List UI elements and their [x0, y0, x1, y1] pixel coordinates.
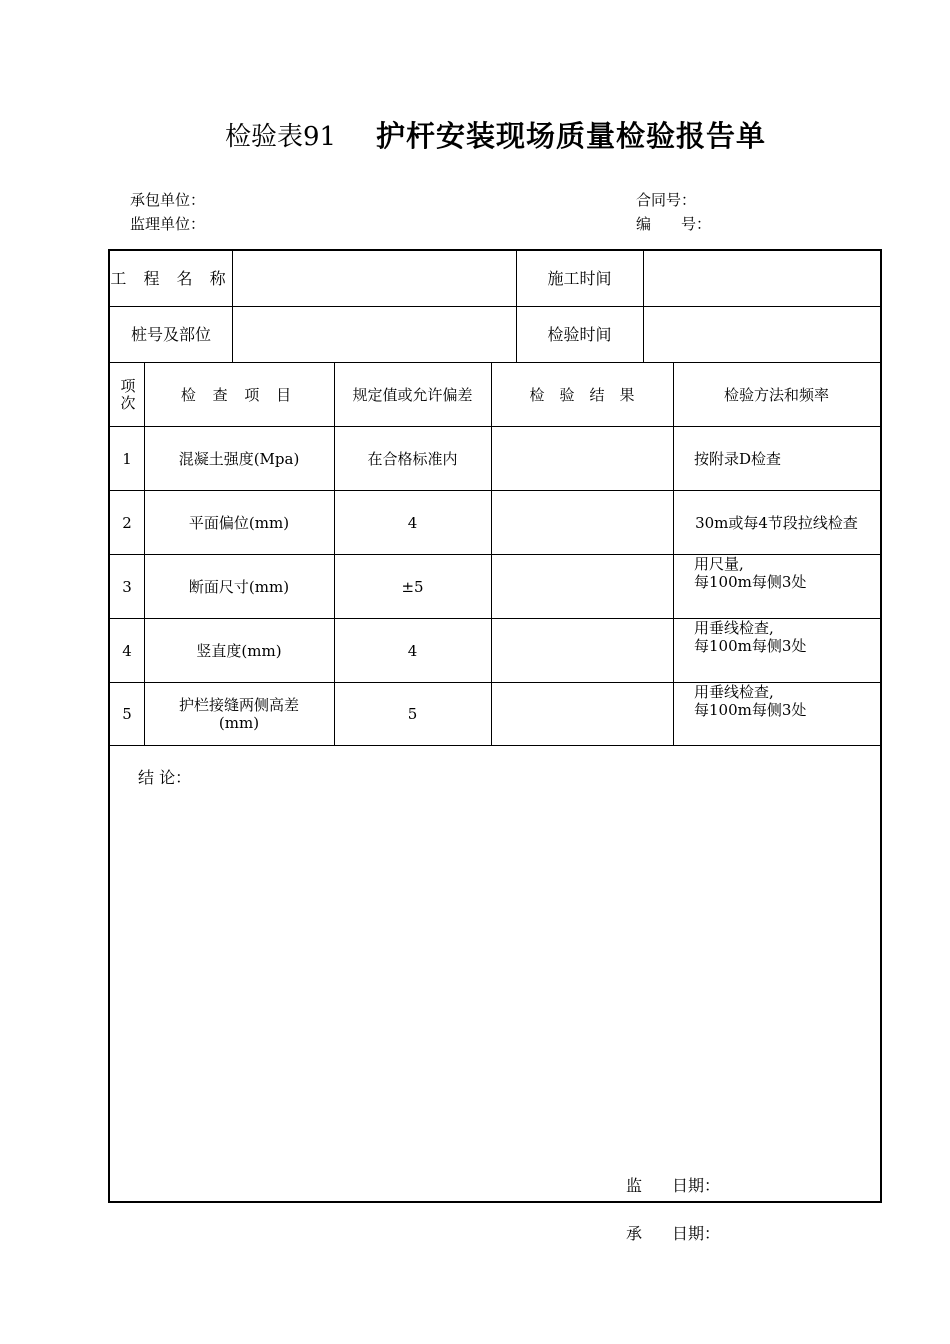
- header-spec: 规定值或允许偏差: [352, 385, 473, 404]
- row-index: 5: [122, 705, 132, 723]
- conclusion-label: 结 论：: [138, 768, 192, 787]
- supervisor-char: 监: [626, 1176, 643, 1195]
- row-item: [144, 683, 334, 745]
- header-index: 项次: [120, 376, 136, 412]
- row-method: [694, 555, 880, 618]
- project-name-field[interactable]: [232, 251, 516, 306]
- header-result: 检 验 结 果: [529, 385, 635, 404]
- method-line-2: 每100m每侧3处: [694, 637, 807, 655]
- row-result-field[interactable]: [491, 683, 673, 745]
- row-method: 30m或每4节段拉线检查: [695, 513, 858, 532]
- method-line-2: 每100m每侧3处: [694, 701, 807, 719]
- construction-time-field[interactable]: [643, 251, 880, 306]
- row-spec: 4: [407, 641, 418, 660]
- page-title: 护杆安装现场质量检验报告单: [376, 119, 767, 153]
- conclusion-field[interactable]: [110, 791, 880, 1171]
- row-index: 4: [122, 641, 132, 660]
- contractor-date-label: 日期：: [672, 1224, 721, 1243]
- form-code: 检验表91: [225, 122, 337, 152]
- row-item: 混凝土强度(Mpa): [178, 449, 300, 468]
- contract-no-label: 合同号：: [636, 191, 697, 209]
- row-index: 1: [122, 449, 132, 468]
- row-spec: ±5: [401, 577, 424, 596]
- row-result-field[interactable]: [491, 427, 673, 490]
- item-line-2: (mm): [218, 714, 260, 732]
- contractor-signature: [626, 1221, 720, 1244]
- row-index: 3: [122, 577, 132, 596]
- row-method: [694, 683, 880, 745]
- inspection-form: [108, 249, 882, 1203]
- serial-no-label: 编 号：: [636, 215, 712, 233]
- construction-time-label: 施工时间: [547, 268, 612, 288]
- row-item: 平面偏位(mm): [188, 513, 290, 532]
- supervisor-signature: [626, 1173, 720, 1196]
- method-line-1: 用垂线检查,: [694, 683, 774, 701]
- header-method: 检验方法和频率: [723, 385, 829, 404]
- row-spec: 4: [407, 513, 418, 532]
- row-result-field[interactable]: [491, 555, 673, 618]
- row-spec: 在合格标准内: [367, 449, 458, 468]
- row-item: 断面尺寸(mm): [188, 577, 290, 596]
- row-item: 竖直度(mm): [196, 641, 282, 660]
- project-name-label: 工 程 名 称: [110, 268, 232, 288]
- contractor-char: 承: [626, 1224, 643, 1243]
- method-line-1: 用垂线检查,: [694, 619, 774, 637]
- method-line-2: 每100m每侧3处: [694, 573, 807, 591]
- method-line-1: 用尺量,: [694, 555, 744, 573]
- row-method: 按附录D检查: [694, 449, 782, 468]
- row-index: 2: [122, 513, 132, 532]
- contractor-label: 承包单位：: [130, 191, 206, 209]
- header-item: 检 查 项 目: [180, 385, 298, 404]
- row-spec: 5: [407, 705, 418, 723]
- supervisor-date-label: 日期：: [672, 1176, 721, 1195]
- row-method: [694, 619, 880, 682]
- row-result-field[interactable]: [491, 619, 673, 682]
- item-line-1: 护栏接缝两侧高差: [178, 696, 299, 714]
- supervisor-label: 监理单位：: [130, 215, 206, 233]
- inspection-time-field[interactable]: [643, 307, 880, 362]
- inspection-time-label: 检验时间: [547, 324, 612, 344]
- station-label: 桩号及部位: [130, 324, 211, 344]
- station-field[interactable]: [232, 307, 516, 362]
- row-result-field[interactable]: [491, 491, 673, 554]
